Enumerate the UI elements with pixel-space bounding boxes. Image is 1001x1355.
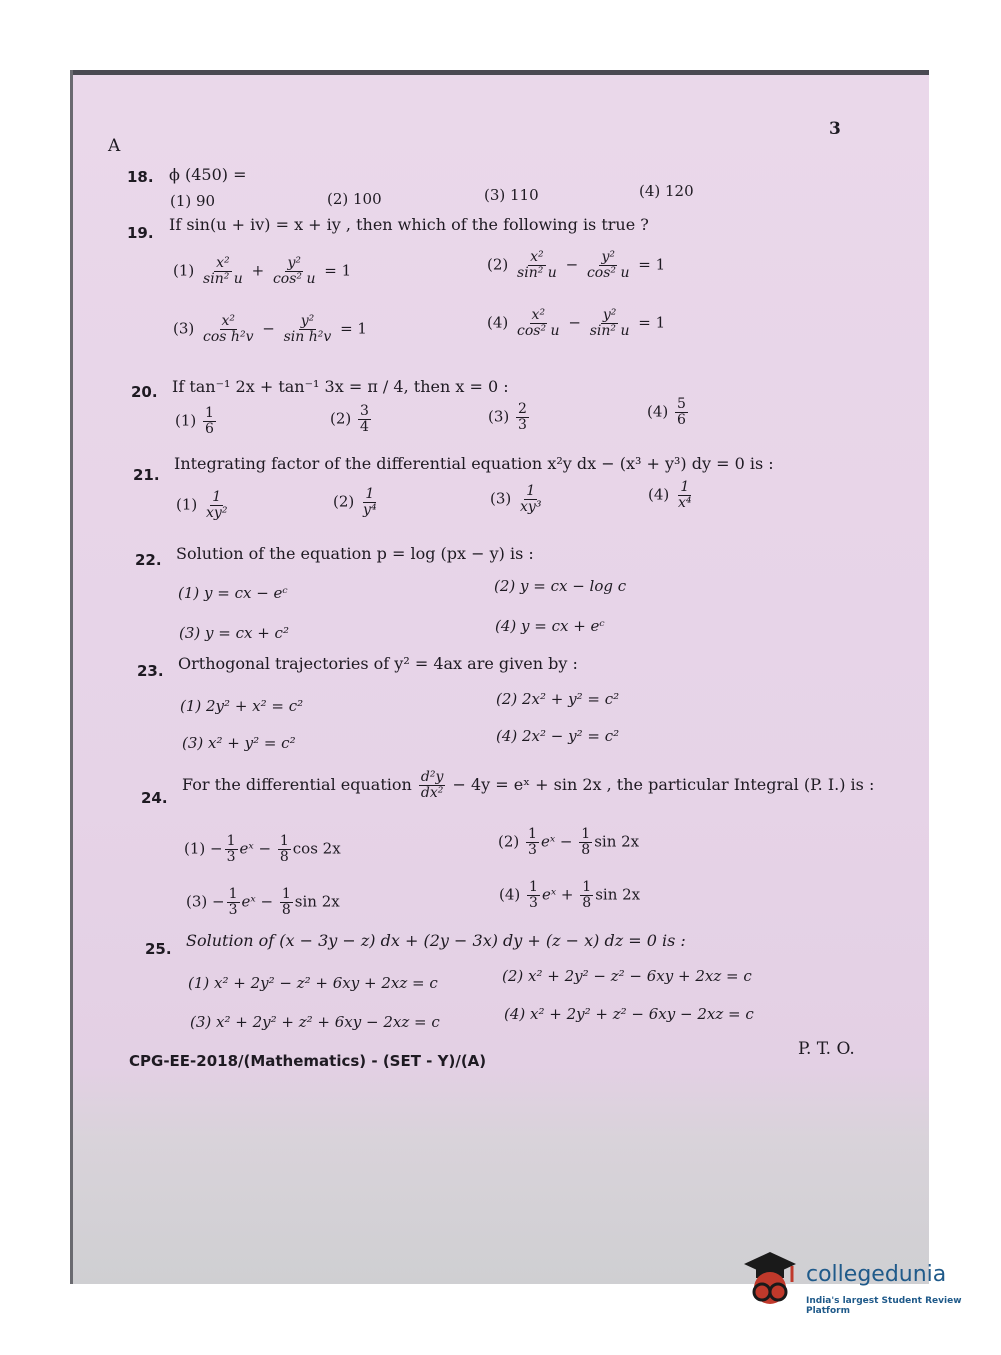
option-3: (3) $\frac{2}{3}$ — [488, 401, 527, 433]
option-4: (4) $\frac{1}{\text{x⁴}}$ — [648, 479, 692, 511]
option-3: (3) x² + y² = c² — [182, 734, 296, 752]
question-stem: If tan⁻¹ 2x + tan⁻¹ 3x = π / 4, then x = 0 : — [172, 377, 509, 396]
option-1: (1) $\frac{\text{x²}}{\text{sin² u}}$ + $\frac{\text{y²}}{\text{cos² u}}$ = 1 — [173, 255, 352, 287]
option-1: (1) $\frac{1}{\text{xy²}}$ — [176, 489, 228, 521]
option-1: (1) 90 — [170, 192, 216, 210]
option-1: (1) − $\frac{1}{3}$ eˣ − $\frac{1}{8}$ cos 2x — [184, 833, 341, 865]
question-stem: Solution of (x − 3y − z) dx + (2y − 3x) dy + (z − x) dz = 0 is : — [186, 931, 686, 950]
question-stem: Solution of the equation p = log (px − y) is : — [176, 544, 534, 563]
option-2: (2) $\frac{1}{\text{y⁴}}$ — [333, 486, 377, 518]
question-stem: Orthogonal trajectories of y² = 4ax are given by : — [178, 654, 578, 673]
option-4: (4) 120 — [639, 182, 694, 200]
brand-name: collegedunia — [806, 1262, 947, 1287]
option-4: (4) x² + 2y² + z² − 6xy − 2xz = c — [504, 1005, 754, 1023]
option-2: (2) y = cx − log c — [494, 577, 627, 595]
option-4: (4) y = cx + eᶜ — [495, 617, 605, 635]
option-1: (1) x² + 2y² − z² + 6xy + 2xz = c — [188, 974, 438, 992]
question-stem: Integrating factor of the differential equation x²y dx − (x³ + y³) dy = 0 is : — [174, 454, 774, 473]
pto-label: P. T. O. — [798, 1039, 855, 1059]
option-3: (3) 110 — [484, 186, 539, 204]
option-2: (2) $\frac{1}{3}$ eˣ − $\frac{1}{8}$ sin 2x — [498, 826, 640, 858]
option-4: (4) 2x² − y² = c² — [496, 727, 620, 745]
page-number: 3 — [829, 119, 841, 139]
option-4: (4) $\frac{\text{x²}}{\text{cos² u}}$ − $\frac{\text{y²}}{\text{sin² u}}$ = 1 — [487, 307, 666, 339]
option-1: (1) 2y² + x² = c² — [180, 697, 304, 715]
set-letter: A — [108, 136, 121, 156]
option-4: (4) $\frac{1}{3}$ eˣ + $\frac{1}{8}$ sin 2x — [499, 879, 641, 911]
question-stem: If sin(u + iv) = x + iy , then which of the following is true ? — [169, 215, 649, 234]
paper-top-edge — [72, 70, 929, 75]
option-3: (3) − $\frac{1}{3}$ eˣ − $\frac{1}{8}$ sin 2x — [186, 886, 340, 918]
option-3: (3) $\frac{1}{\text{xy³}}$ — [490, 483, 542, 515]
option-2: (2) 2x² + y² = c² — [496, 690, 620, 708]
option-3: (3) $\frac{\text{x²}}{\text{cos h²v}}$ − $\frac{\text{y²}}{\text{sin h²v}}$ = 1 — [173, 313, 367, 345]
question-stem: For the differential equation $\frac{\text{d²y}}{\text{dx²}}$ − 4y = eˣ + sin 2x , the particular Integral (P. I.) is : — [182, 769, 875, 801]
option-2: (2) x² + 2y² − z² − 6xy + 2xz = c — [502, 967, 752, 985]
option-2: (2) 100 — [327, 190, 382, 208]
question-stem: ϕ (450) = — [169, 165, 247, 184]
option-1: (1) $\frac{1}{6}$ — [175, 405, 214, 437]
paper-left-edge — [70, 70, 73, 1284]
option-1: (1) y = cx − eᶜ — [178, 584, 288, 602]
option-2: (2) $\frac{3}{4}$ — [330, 403, 369, 435]
option-2: (2) $\frac{\text{x²}}{\text{sin² u}}$ − $\frac{\text{y²}}{\text{cos² u}}$ = 1 — [487, 249, 666, 281]
paper-code: CPG-EE-2018/(Mathematics) - (SET - Y)/(A) — [129, 1052, 487, 1070]
option-3: (3) y = cx + c² — [179, 624, 289, 642]
option-4: (4) $\frac{5}{6}$ — [647, 396, 686, 428]
graduation-cap-mascot-icon — [740, 1248, 800, 1314]
option-3: (3) x² + 2y² + z² + 6xy − 2xz = c — [190, 1013, 440, 1031]
brand-tagline: India's largest Student Review Platform — [806, 1296, 962, 1316]
